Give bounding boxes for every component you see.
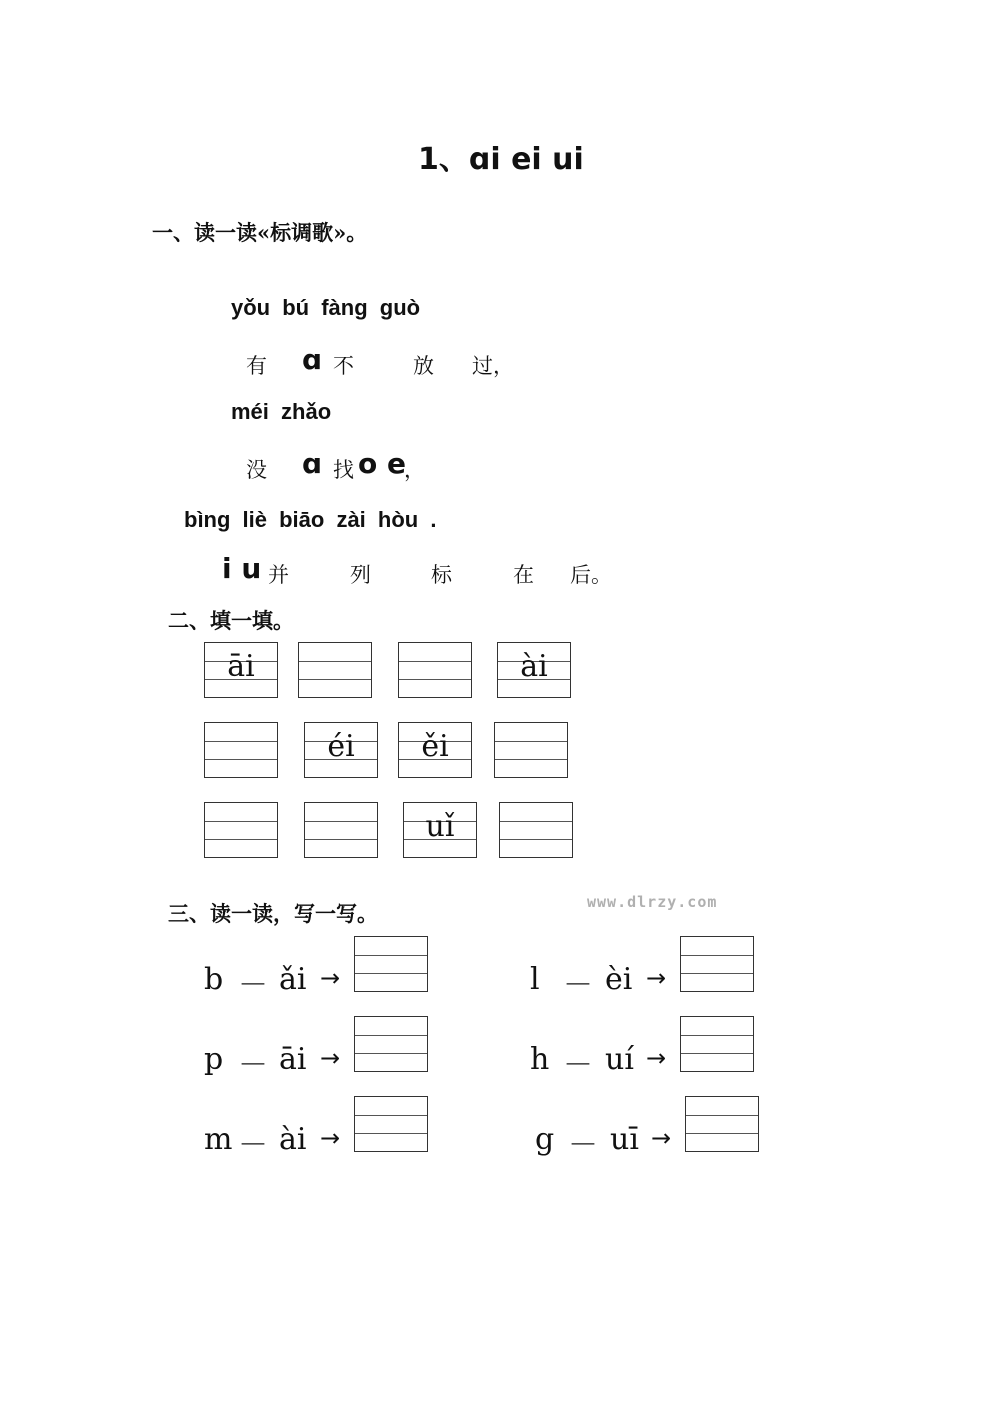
initial: h	[530, 1042, 550, 1077]
poem-char: 放	[413, 354, 434, 378]
syllable: āi	[227, 649, 255, 684]
writing-cell[interactable]	[403, 802, 477, 858]
answer-cell[interactable]	[685, 1096, 759, 1152]
section-1-heading: 一、读一读«标调歌»。	[152, 220, 368, 245]
syllable: ěi	[421, 729, 449, 764]
dash: －	[238, 968, 268, 1003]
final: ǎi	[279, 962, 307, 997]
writing-cell[interactable]	[298, 642, 372, 698]
page-title: 1、ɑi ei ui	[418, 142, 584, 177]
final: èi	[605, 962, 633, 997]
answer-cell[interactable]	[354, 936, 428, 992]
poem-line-2-pinyin: méi zhǎo	[231, 399, 332, 424]
section-3-heading: 三、读一读，写一写。	[168, 901, 378, 926]
writing-cell[interactable]	[204, 722, 278, 778]
final: uī	[610, 1122, 639, 1157]
writing-cell[interactable]	[304, 802, 378, 858]
poem-char: 过，	[472, 354, 514, 378]
syllable: éi	[327, 729, 355, 764]
poem-vowel: i u	[222, 552, 262, 585]
poem-line-3-pinyin: bìng liè biāo zài hòu .	[184, 507, 437, 532]
dash: －	[563, 968, 593, 1003]
section-2-heading: 二、填一填。	[168, 608, 294, 633]
answer-cell[interactable]	[680, 936, 754, 992]
poem-char: 后。	[570, 563, 612, 587]
arrow-icon: →	[646, 1044, 667, 1072]
writing-cell[interactable]	[494, 722, 568, 778]
answer-cell[interactable]	[680, 1016, 754, 1072]
dash: －	[238, 1128, 268, 1163]
poem-vowel: o e	[358, 447, 406, 480]
poem-vowel: ɑ	[302, 343, 323, 376]
writing-cell[interactable]	[398, 722, 472, 778]
watermark: www.dlrzy.com	[587, 893, 718, 911]
poem-char: 不	[333, 354, 354, 378]
syllable: ài	[520, 649, 548, 684]
final: uí	[605, 1042, 634, 1077]
arrow-icon: →	[320, 1124, 341, 1152]
poem-char: 找	[333, 458, 354, 482]
writing-cell[interactable]	[204, 642, 278, 698]
initial: b	[204, 962, 224, 997]
answer-cell[interactable]	[354, 1096, 428, 1152]
answer-cell[interactable]	[354, 1016, 428, 1072]
initial: p	[204, 1042, 224, 1077]
writing-cell[interactable]	[499, 802, 573, 858]
final: āi	[279, 1042, 307, 1077]
arrow-icon: →	[646, 964, 667, 992]
poem-char: 没	[246, 458, 267, 482]
poem-char: 在	[513, 563, 534, 587]
writing-cell[interactable]	[204, 802, 278, 858]
poem-char: 列	[350, 563, 371, 587]
dash: －	[563, 1048, 593, 1083]
writing-cell[interactable]	[398, 642, 472, 698]
initial: g	[535, 1122, 555, 1157]
poem-char: 并	[268, 563, 289, 587]
poem-line-1-pinyin: yǒu bú fàng guò	[231, 295, 421, 320]
arrow-icon: →	[320, 964, 341, 992]
arrow-icon: →	[651, 1124, 672, 1152]
syllable: uǐ	[425, 809, 455, 844]
poem-char: ，	[404, 458, 425, 482]
poem-vowel: ɑ	[302, 447, 323, 480]
arrow-icon: →	[320, 1044, 341, 1072]
dash: －	[238, 1048, 268, 1083]
poem-char: 有	[246, 354, 267, 378]
initial: m	[204, 1122, 233, 1157]
initial: l	[530, 962, 540, 997]
final: ài	[279, 1122, 307, 1157]
poem-char: 标	[431, 563, 452, 587]
dash: －	[568, 1128, 598, 1163]
writing-cell[interactable]	[304, 722, 378, 778]
writing-cell[interactable]	[497, 642, 571, 698]
